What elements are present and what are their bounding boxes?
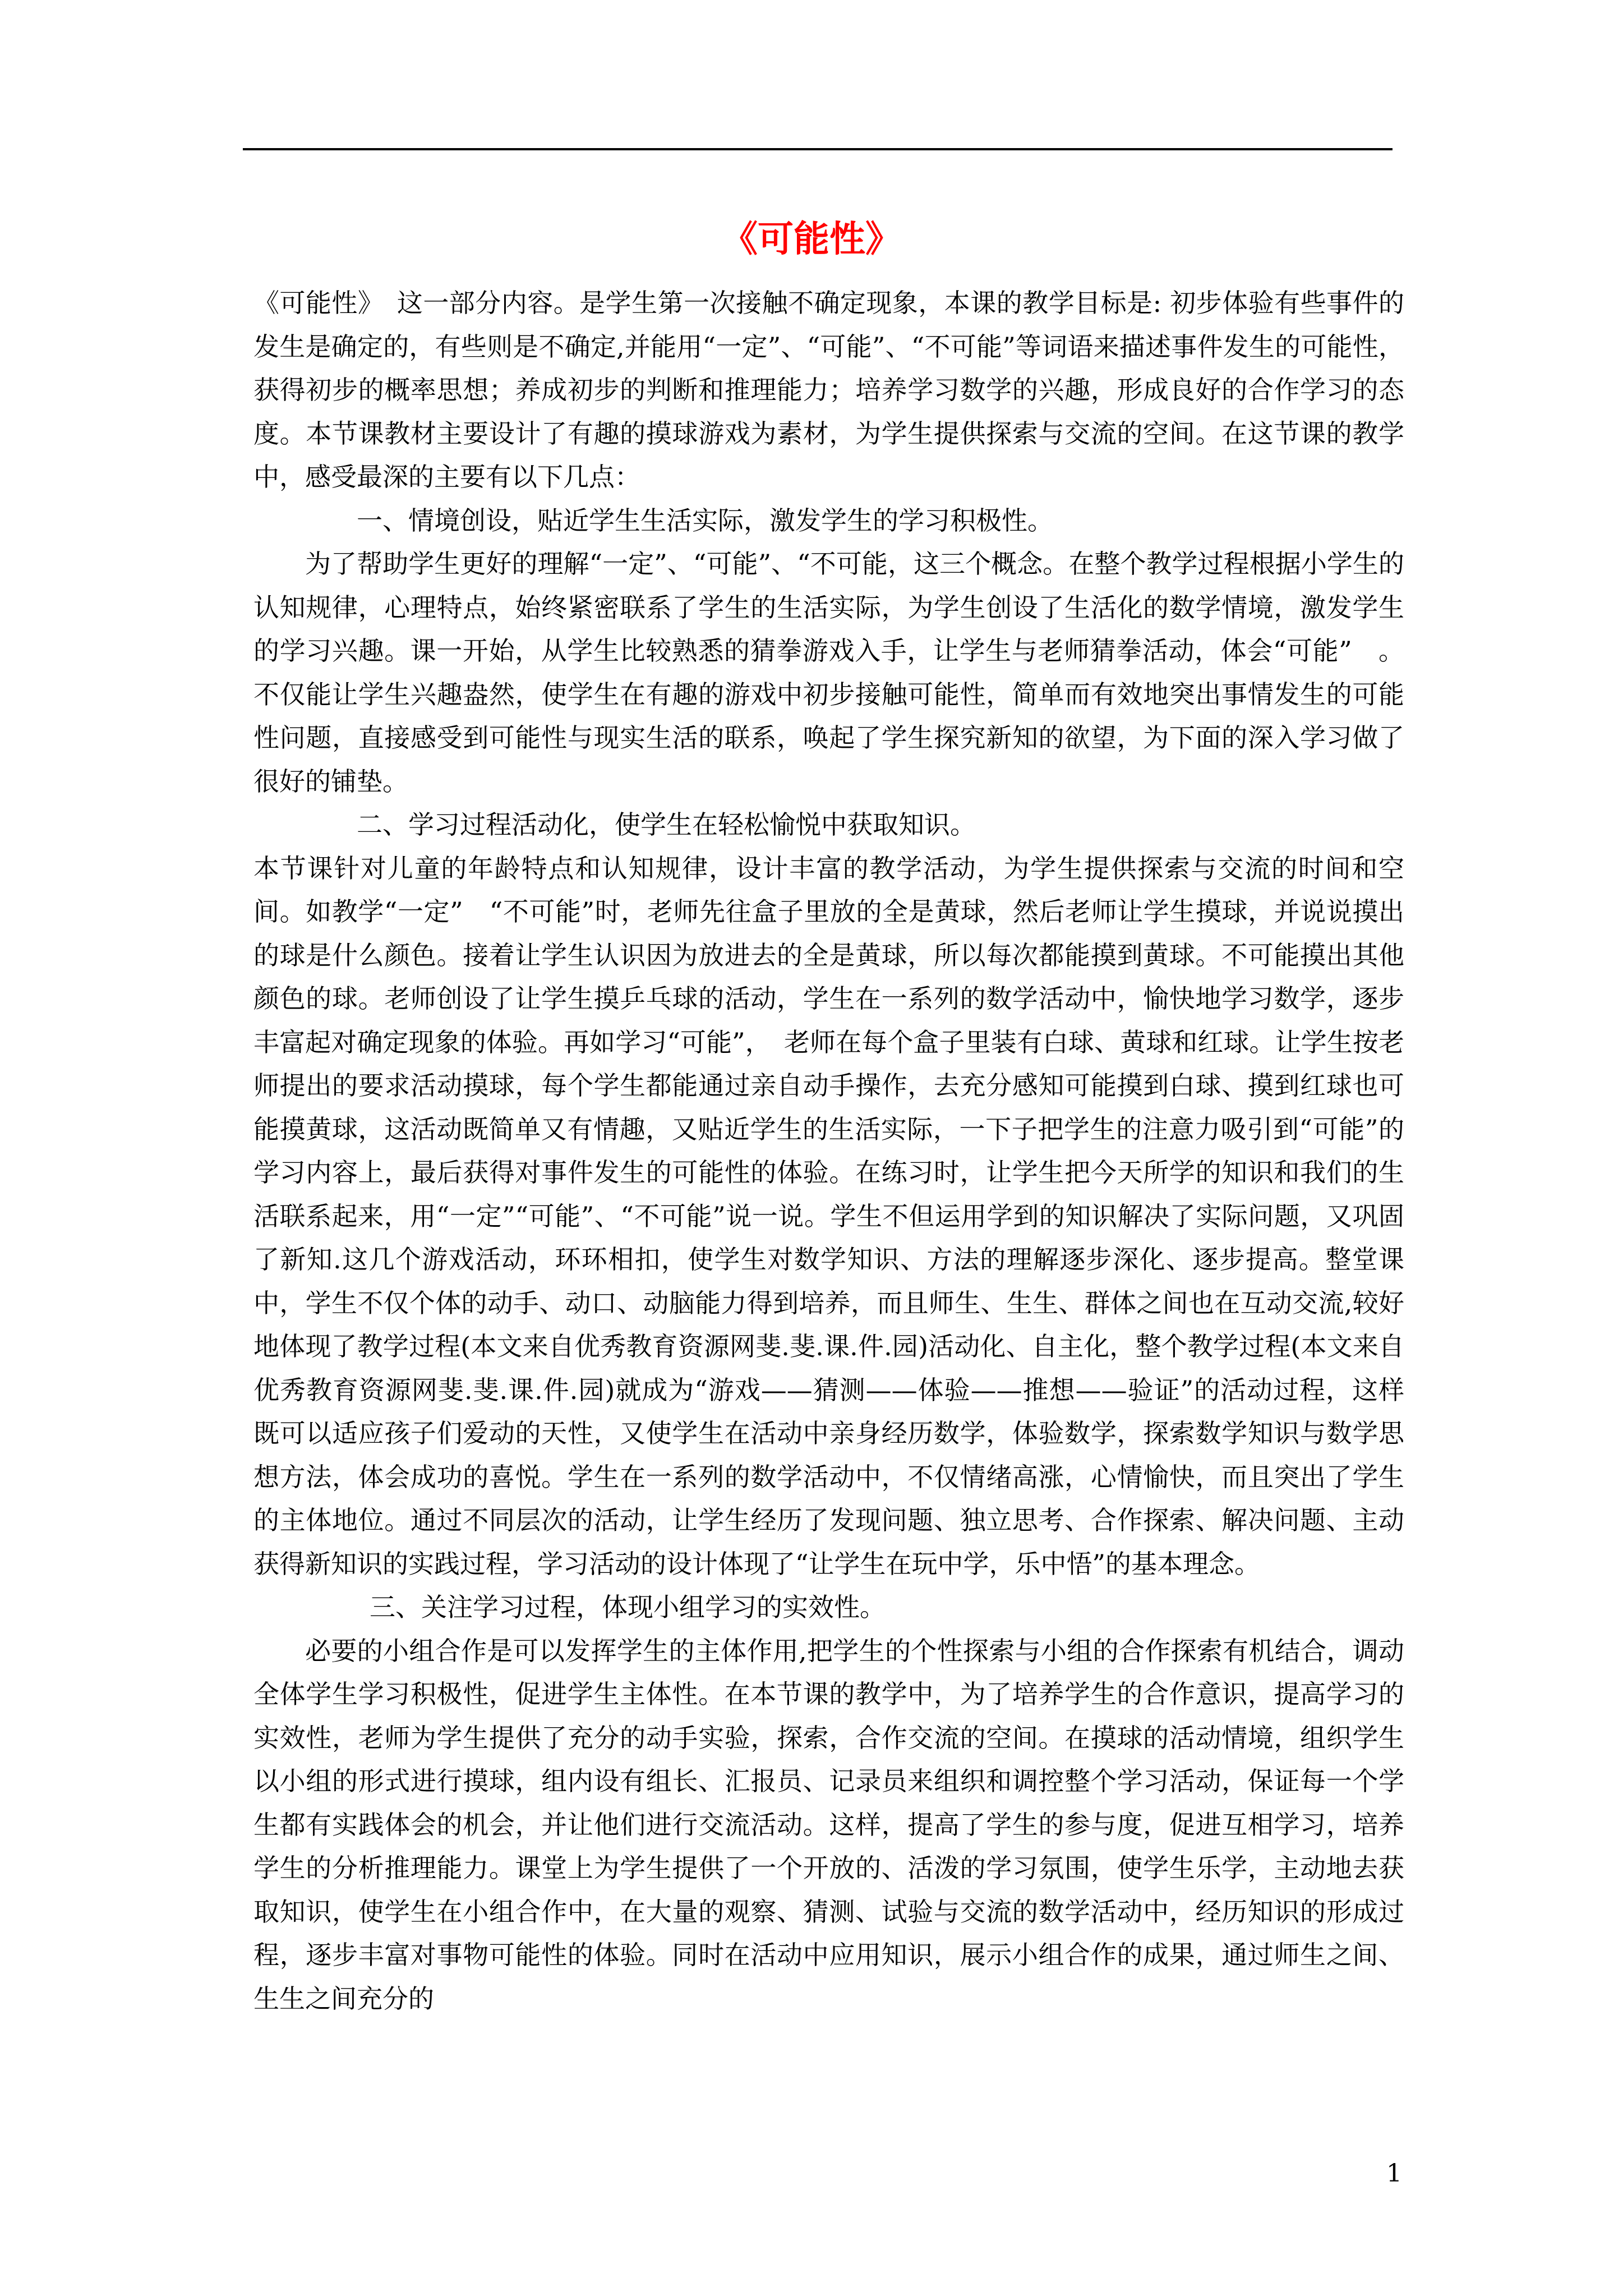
section-heading-1: 一、情境创设，贴近学生生活实际，激发学生的学习积极性。 (357, 505, 1053, 536)
document-body (253, 282, 1404, 2021)
section-2-paragraph: 本节课针对儿童的年龄特点和认知规律，设计丰富的教学活动，为学生提供探索与交流的时间和空间。如教学“一定” “不可能”时，老师先往盒子里放的全是黄球，然后老师让学生摸球，并说说摸出的球是什么颜色。接着让学生认识因为放进去的全是黄球，所以每次都能摸到黄球。不可能摸出其他颜色的球。老师创设了让学生摸乒乓球的活动，学生在一系列的数学活动中，愉快地学习数学，逐步丰富起对确定现象的体验。再如学习“可能”， 老师在每个盒子里装有白球、黄球和红球。让学生按老师提出的要求活动摸球，每个学生都能通过亲自动手操作，去充分感知可能摸到白球、摸到红球也可能摸黄球，这活动既简单又有情趣，又贴近学生的生活实际，一下子把学生的注意力吸引到“可能”的学习内容上，最后获得对事件发生的可能性的体验。在练习时，让学生把今天所学的知识和我们的生活联系起来，用“一定”“可能”、“不可能”说一说。学生不但运用学到的知识解决了实际问题，又巩固了新知.这几个游戏活动，环环相扣，使学生对数学知识、方法的理解逐步深化、逐步提高。整堂课中，学生不仅个体的动手、动口、动脑能力得到培养，而且师生、生生、群体之间也在互动交流,较好地体现了教学过程(本文来自优秀教育资源网斐.斐.课.件.园)活动化、自主化，整个教学过程(本文来自优秀教育资源网斐.斐.课.件.园)就成为“游戏——猜测——体验——推想——验证”的活动过程，这样既可以适应孩子们爱动的天性，又使学生在活动中亲身经历数学，体验数学，探索数学知识与数学思想方法，体会成功的喜悦。学生在一系列的数学活动中，不仅情绪高涨，心情愉快，而且突出了学生的主体地位。通过不同层次的活动，让学生经历了发现问题、独立思考、合作探索、解决问题、主动获得新知识的实践过程，学习活动的设计体现了“让学生在玩中学，乐中悟”的基本理念。 (253, 853, 1404, 1579)
section-3-paragraph: 必要的小组合作是可以发挥学生的主体作用,把学生的个性探索与小组的合作探索有机结合，调动全体学生学习积极性，促进学生主体性。在本节课的教学中，为了培养学生的合作意识，提高学习的实效性，老师为学生提供了充分的动手实验，探索，合作交流的空间。在摸球的活动情境，组织学生以小组的形式进行摸球，组内设有组长、汇报员、记录员来组织和调控整个学习活动，保证每一个学生都有实践体会的机会，并让他们进行交流活动。这样，提高了学生的参与度，促进互相学习，培养学生的分析推理能力。课堂上为学生提供了一个开放的、活泼的学习氛围，使学生乐学，主动地去获取知识，使学生在小组合作中，在大量的观察、猜测、试验与交流的数学活动中，经历知识的形成过程，逐步丰富对事物可能性的体验。同时在活动中应用知识，展示小组合作的成果，通过师生之间、生生之间充分的 (253, 1635, 1404, 2014)
page-number: 1 (1386, 2159, 1402, 2188)
section-heading-3: 三、关注学习过程，体现小组学习的实效性。 (370, 1592, 886, 1622)
document-title: 《可能性》 (722, 219, 901, 260)
section-1-paragraph: 为了帮助学生更好的理解“一定”、“可能”、“不可能，这三个概念。在整个教学过程根据小学生的认知规律，心理特点，始终紧密联系了学生的生活实际，为学生创设了生活化的数学情境，激发学生的学习兴趣。课一开始，从学生比较熟悉的猜拳游戏入手，让学生与老师猜拳活动，体会“可能” 。不仅能让学生兴趣盎然，使学生在有趣的游戏中初步接触可能性，简单而有效地突出事情发生的可能性问题，直接感受到可能性与现实生活的联系，唤起了学生探究新知的欲望，为下面的深入学习做了很好的铺垫。 (253, 549, 1404, 797)
intro-paragraph: 《可能性》 这一部分内容。是学生第一次接触不确定现象，本课的教学目标是: 初步体验有些事件的发生是确定的，有些则是不确定,并能用“一定”、“可能”、“不可能”等词语来描述事件发生的可能性，获得初步的概率思想；养成初步的判断和推理能力；培养学习数学的兴趣，形成良好的合作学习的态度。本节课教材主要设计了有趣的摸球游戏为素材，为学生提供探索与交流的空间。在这节课的教学中，感受最深的主要有以下几点： (253, 288, 1404, 492)
header-rule (243, 148, 1393, 150)
section-heading-2: 二、学习过程活动化，使学生在轻松愉悦中获取知识。 (357, 809, 976, 840)
